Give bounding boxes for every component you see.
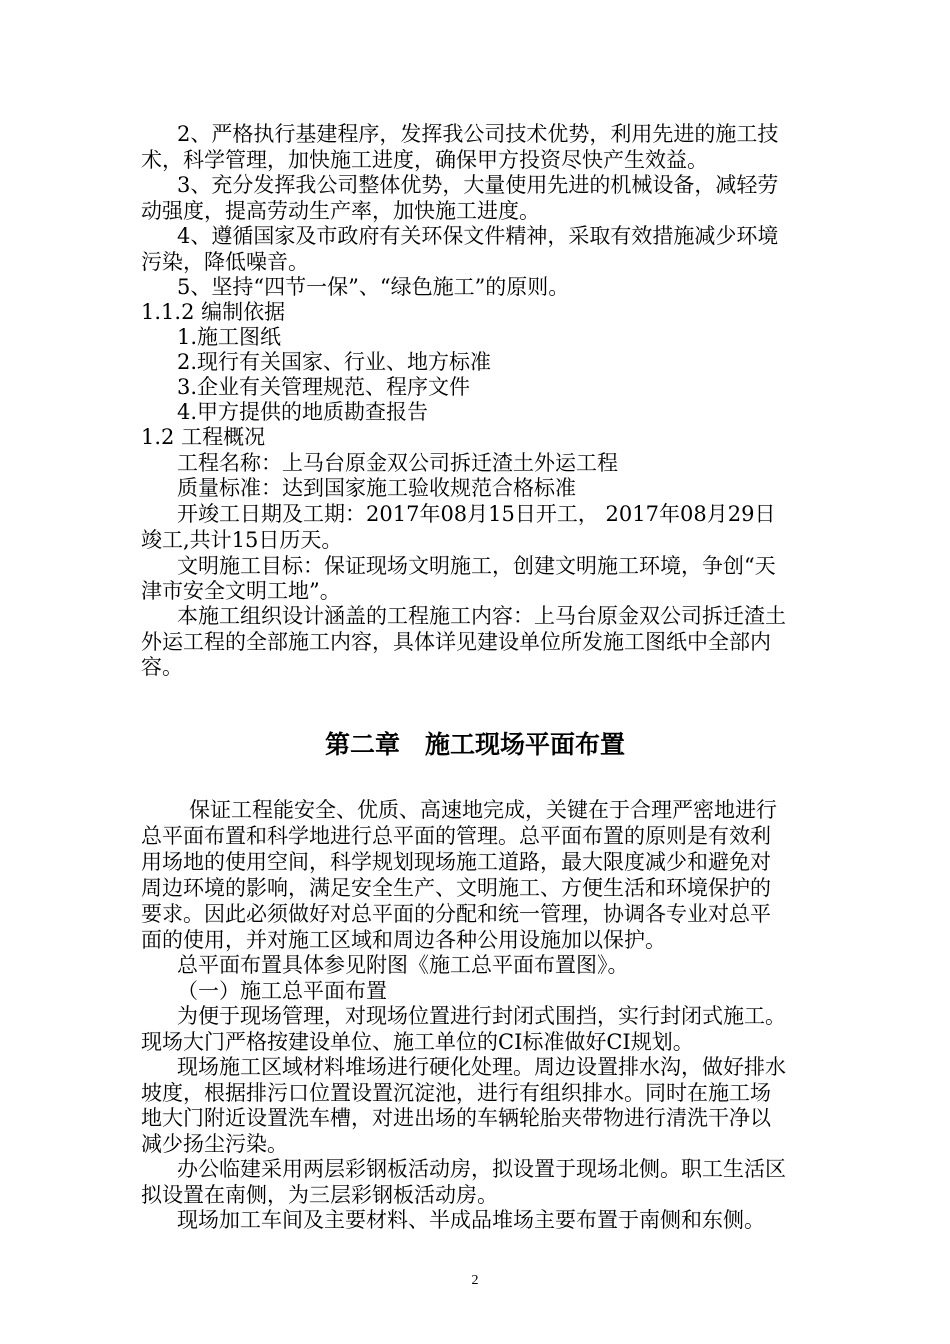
text-line: 为便于现场管理，对现场位置进行封闭式围挡，实行封闭式施工。	[177, 1004, 786, 1028]
text-line: 开竣工日期及工期：2017年08月15日开工， 2017年08月29日	[177, 502, 776, 526]
text-line: 现场施工区域材料堆场进行硬化处理。周边设置排水沟，做好排水	[177, 1055, 786, 1079]
text-line: 4、遵循国家及市政府有关环保文件精神，采取有效措施减少环境	[177, 224, 779, 248]
text-line: 用场地的使用空间，科学规划现场施工道路，最大限度减少和避免对	[141, 850, 771, 874]
text-line: 保证工程能安全、优质、高速地完成，关键在于合理严密地进行	[189, 798, 777, 822]
text-line: 工程名称：上马台原金双公司拆迁渣土外运工程	[177, 451, 618, 475]
text-line: 竣工,共计15日历天。	[141, 528, 343, 552]
text-line: 文明施工目标：保证现场文明施工，创建文明施工环境，争创“天	[177, 554, 776, 578]
text-line: 津市安全文明工地”。	[141, 579, 341, 603]
chapter-heading: 第二章 施工现场平面布置	[324, 730, 625, 759]
text-line: 现场加工车间及主要材料、半成品堆场主要布置于南侧和东侧。	[177, 1208, 765, 1232]
text-line: 本施工组织设计涵盖的工程施工内容：上马台原金双公司拆迁渣土	[177, 604, 786, 628]
text-line: 1.2 工程概况	[141, 425, 266, 449]
text-line: 现场大门严格按建设单位、施工单位的CI标准做好CI规划。	[141, 1030, 694, 1054]
text-line: 办公临建采用两层彩钢板活动房，拟设置于现场北侧。职工生活区	[177, 1157, 786, 1181]
text-line: 面的使用，并对施工区域和周边各种公用设施加以保护。	[141, 928, 666, 952]
text-line: 要求。因此必须做好对总平面的分配和统一管理，协调各专业对总平	[141, 902, 771, 926]
page-number: 2	[471, 1273, 479, 1288]
text-line: 污染，降低噪音。	[141, 250, 309, 274]
text-line: 2.现行有关国家、行业、地方标准	[177, 350, 492, 374]
text-line: 2、严格执行基建程序，发挥我公司技术优势，利用先进的施工技	[177, 122, 779, 146]
text-line: 3.企业有关管理规范、程序文件	[177, 375, 471, 399]
text-line: 容。	[141, 655, 183, 679]
text-line: 1.施工图纸	[177, 325, 282, 349]
text-line: 减少扬尘污染。	[141, 1132, 288, 1156]
text-line: （一）施工总平面布置	[177, 979, 387, 1003]
text-line: 地大门附近设置洗车槽，对进出场的车辆轮胎夹带物进行清洗干净以	[141, 1106, 771, 1130]
text-line: 质量标准：达到国家施工验收规范合格标准	[177, 476, 576, 500]
text-line: 周边环境的影响，满足安全生产、文明施工、方便生活和环境保护的	[141, 876, 771, 900]
text-line: 拟设置在南侧，为三层彩钢板活动房。	[141, 1183, 498, 1207]
text-line: 3、充分发挥我公司整体优势，大量使用先进的机械设备，减轻劳	[177, 173, 779, 197]
text-line: 1.1.2 编制依据	[141, 300, 286, 324]
text-line: 动强度，提高劳动生产率，加快施工进度。	[141, 199, 540, 223]
text-line: 术，科学管理，加快施工进度，确保甲方投资尽快产生效益。	[141, 148, 708, 172]
text-line: 5、坚持“四节一保”、“绿色施工”的原则。	[177, 275, 570, 299]
text-line: 总平面布置和科学地进行总平面的管理。总平面布置的原则是有效利	[141, 824, 771, 848]
text-line: 坡度，根据排污口位置设置沉淀池，进行有组织排水。同时在施工场	[141, 1081, 771, 1105]
text-line: 4.甲方提供的地质勘查报告	[177, 400, 429, 424]
text-line: 总平面布置具体参见附图《施工总平面布置图》。	[177, 953, 629, 977]
text-line: 外运工程的全部施工内容，具体详见建设单位所发施工图纸中全部内	[141, 630, 771, 654]
